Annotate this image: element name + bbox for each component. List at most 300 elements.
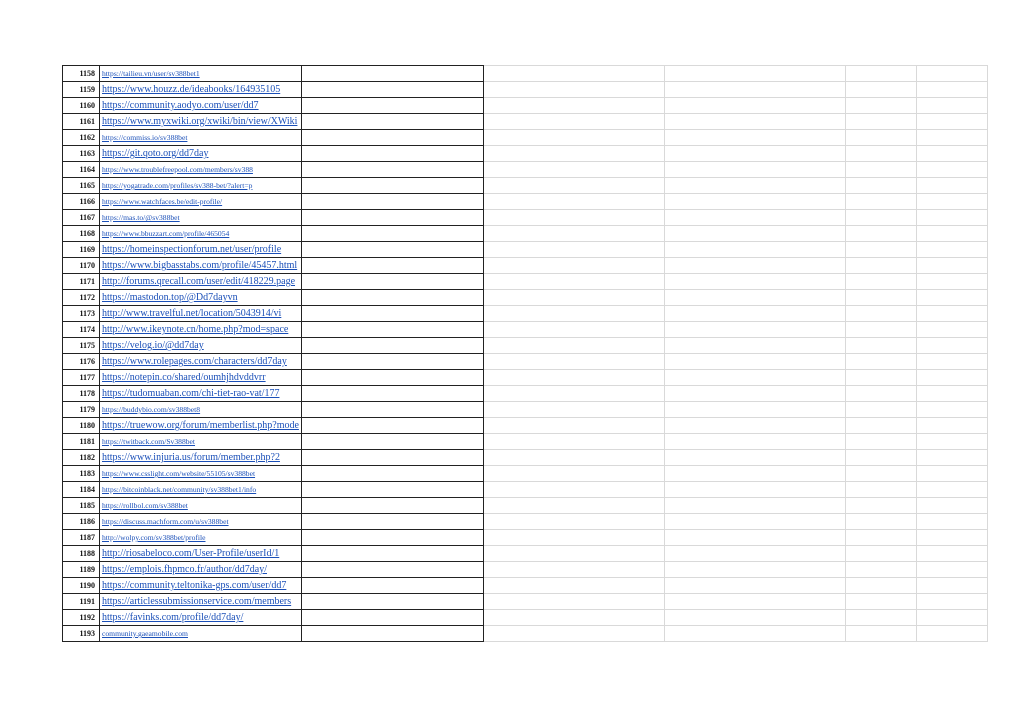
url-link[interactable]: https://articlessubmissionservice.com/members — [102, 596, 292, 607]
row-number: 1161 — [63, 114, 100, 130]
empty-cell[interactable] — [301, 274, 483, 290]
grid-cell[interactable] — [483, 306, 664, 322]
grid-cell[interactable] — [483, 482, 664, 498]
grid-cell[interactable] — [664, 114, 845, 130]
grid-cell[interactable] — [664, 226, 845, 242]
grid-cell[interactable] — [845, 466, 916, 482]
grid-cell[interactable] — [845, 162, 916, 178]
grid-cell[interactable] — [916, 370, 987, 386]
grid-cell[interactable] — [664, 242, 845, 258]
url-link[interactable]: https://www.troublefreepool.com/members/sv388 — [102, 165, 253, 174]
grid-cell[interactable] — [664, 578, 845, 594]
row-number: 1176 — [63, 354, 100, 370]
grid-cell[interactable] — [916, 498, 987, 514]
grid-cell[interactable] — [916, 146, 987, 162]
empty-cell[interactable] — [301, 450, 483, 466]
grid-cell[interactable] — [916, 626, 987, 642]
grid-cell[interactable] — [916, 226, 987, 242]
url-link[interactable]: https://mas.to/@sv388bet — [102, 213, 180, 222]
grid-cell[interactable] — [664, 498, 845, 514]
row-number: 1177 — [63, 370, 100, 386]
grid-cell[interactable] — [845, 194, 916, 210]
url-link[interactable]: community.gaeamobile.com — [102, 629, 188, 638]
grid-cell[interactable] — [483, 322, 664, 338]
row-number: 1172 — [63, 290, 100, 306]
empty-cell[interactable] — [301, 594, 483, 610]
url-cell — [100, 274, 302, 290]
empty-cell[interactable] — [301, 114, 483, 130]
empty-cell[interactable] — [301, 82, 483, 98]
url-link[interactable]: https://favinks.com/profile/dd7day/ — [102, 612, 244, 623]
grid-cell[interactable] — [664, 594, 845, 610]
table-row — [63, 626, 988, 642]
grid-cell[interactable] — [664, 194, 845, 210]
grid-cell[interactable] — [483, 530, 664, 546]
grid-cell[interactable] — [664, 434, 845, 450]
url-link[interactable]: https://twitback.com/Sv388bet — [102, 437, 196, 446]
grid-cell[interactable] — [664, 162, 845, 178]
table-row — [63, 418, 988, 434]
grid-cell[interactable] — [845, 386, 916, 402]
table-row — [63, 498, 988, 514]
url-link[interactable]: https://www.bigbasstabs.com/profile/45457.html — [102, 260, 298, 271]
grid-cell[interactable] — [845, 306, 916, 322]
grid-cell[interactable] — [916, 66, 987, 82]
spreadsheet-body — [63, 66, 988, 642]
grid-cell[interactable] — [916, 194, 987, 210]
grid-cell[interactable] — [664, 450, 845, 466]
url-link[interactable]: https://www.myxwiki.org/xwiki/bin/view/XWiki — [102, 116, 298, 127]
grid-cell[interactable] — [845, 562, 916, 578]
row-number: 1180 — [63, 418, 100, 434]
grid-cell[interactable] — [664, 386, 845, 402]
grid-cell[interactable] — [483, 594, 664, 610]
grid-cell[interactable] — [483, 354, 664, 370]
row-number: 1160 — [63, 98, 100, 114]
url-cell — [100, 290, 302, 306]
url-link[interactable]: https://community.aodyo.com/user/dd7 — [102, 100, 259, 111]
grid-cell[interactable] — [916, 338, 987, 354]
grid-cell[interactable] — [664, 546, 845, 562]
grid-cell[interactable] — [845, 594, 916, 610]
row-number: 1187 — [63, 530, 100, 546]
url-link[interactable]: https://www.watchfaces.be/edit-profile/ — [102, 197, 223, 206]
row-number: 1158 — [63, 66, 100, 82]
grid-cell[interactable] — [845, 418, 916, 434]
empty-cell[interactable] — [301, 210, 483, 226]
empty-cell[interactable] — [301, 530, 483, 546]
grid-cell[interactable] — [916, 98, 987, 114]
grid-cell[interactable] — [483, 226, 664, 242]
grid-cell[interactable] — [483, 626, 664, 642]
url-cell — [100, 98, 302, 114]
grid-cell[interactable] — [916, 274, 987, 290]
grid-cell[interactable] — [664, 402, 845, 418]
grid-cell[interactable] — [845, 498, 916, 514]
grid-cell[interactable] — [916, 258, 987, 274]
row-number: 1165 — [63, 178, 100, 194]
grid-cell[interactable] — [916, 562, 987, 578]
row-number: 1192 — [63, 610, 100, 626]
grid-cell[interactable] — [845, 210, 916, 226]
url-cell — [100, 482, 302, 498]
url-cell — [100, 114, 302, 130]
url-cell — [100, 434, 302, 450]
grid-cell[interactable] — [845, 450, 916, 466]
row-number: 1162 — [63, 130, 100, 146]
grid-cell[interactable] — [916, 162, 987, 178]
grid-cell[interactable] — [916, 450, 987, 466]
grid-cell[interactable] — [845, 82, 916, 98]
url-link[interactable]: https://yogatrade.com/profiles/sv388-bet/?alert=p — [102, 181, 253, 190]
url-link[interactable]: https://tailieu.vn/user/sv388bet1 — [102, 69, 200, 78]
url-cell — [100, 322, 302, 338]
grid-cell[interactable] — [483, 258, 664, 274]
empty-cell[interactable] — [301, 354, 483, 370]
grid-cell[interactable] — [845, 370, 916, 386]
row-number: 1183 — [63, 466, 100, 482]
grid-cell[interactable] — [483, 610, 664, 626]
row-number: 1171 — [63, 274, 100, 290]
grid-cell[interactable] — [916, 290, 987, 306]
grid-cell[interactable] — [664, 418, 845, 434]
grid-cell[interactable] — [916, 514, 987, 530]
url-link[interactable]: http://forums.qrecall.com/user/edit/418229.page — [102, 276, 296, 287]
grid-cell[interactable] — [845, 290, 916, 306]
grid-cell[interactable] — [664, 530, 845, 546]
url-cell — [100, 210, 302, 226]
table-row — [63, 402, 988, 418]
grid-cell[interactable] — [845, 578, 916, 594]
grid-cell[interactable] — [916, 610, 987, 626]
grid-cell[interactable] — [483, 466, 664, 482]
table-row — [63, 178, 988, 194]
grid-cell[interactable] — [664, 98, 845, 114]
grid-cell[interactable] — [845, 66, 916, 82]
grid-cell[interactable] — [916, 546, 987, 562]
grid-cell[interactable] — [664, 626, 845, 642]
empty-cell[interactable] — [301, 434, 483, 450]
empty-cell[interactable] — [301, 498, 483, 514]
grid-cell[interactable] — [845, 610, 916, 626]
table-row — [63, 434, 988, 450]
grid-cell[interactable] — [664, 322, 845, 338]
empty-cell[interactable] — [301, 466, 483, 482]
grid-cell[interactable] — [845, 530, 916, 546]
grid-cell[interactable] — [483, 418, 664, 434]
grid-cell[interactable] — [664, 178, 845, 194]
row-number: 1169 — [63, 242, 100, 258]
grid-cell[interactable] — [483, 82, 664, 98]
grid-cell[interactable] — [916, 354, 987, 370]
url-link[interactable]: https://www.injuria.us/forum/member.php?2 — [102, 452, 280, 463]
grid-cell[interactable] — [916, 578, 987, 594]
table-row — [63, 450, 988, 466]
table-row — [63, 370, 988, 386]
grid-cell[interactable] — [845, 434, 916, 450]
empty-cell[interactable] — [301, 194, 483, 210]
grid-cell[interactable] — [664, 130, 845, 146]
table-row — [63, 306, 988, 322]
grid-cell[interactable] — [845, 482, 916, 498]
empty-cell[interactable] — [301, 626, 483, 642]
grid-cell[interactable] — [483, 514, 664, 530]
url-cell — [100, 338, 302, 354]
grid-cell[interactable] — [483, 386, 664, 402]
grid-cell[interactable] — [845, 274, 916, 290]
empty-cell[interactable] — [301, 66, 483, 82]
table-row — [63, 386, 988, 402]
empty-cell[interactable] — [301, 514, 483, 530]
grid-cell[interactable] — [483, 290, 664, 306]
url-link[interactable]: https://git.qoto.org/dd7day — [102, 148, 209, 159]
grid-cell[interactable] — [483, 162, 664, 178]
url-link[interactable]: https://bitcoinblack.net/community/sv388bet1/info — [102, 485, 257, 494]
empty-cell[interactable] — [301, 386, 483, 402]
grid-cell[interactable] — [483, 450, 664, 466]
url-cell — [100, 626, 302, 642]
row-number: 1159 — [63, 82, 100, 98]
grid-cell[interactable] — [916, 402, 987, 418]
table-row — [63, 226, 988, 242]
grid-cell[interactable] — [664, 338, 845, 354]
empty-cell[interactable] — [301, 418, 483, 434]
grid-cell[interactable] — [916, 114, 987, 130]
grid-cell[interactable] — [916, 434, 987, 450]
empty-cell[interactable] — [301, 242, 483, 258]
grid-cell[interactable] — [916, 386, 987, 402]
url-link[interactable]: https://discuss.machform.com/u/sv388bet — [102, 517, 229, 526]
grid-cell[interactable] — [483, 578, 664, 594]
url-link[interactable]: https://notepin.co/shared/oumhjhdvddvrr — [102, 372, 266, 383]
url-link[interactable]: http://www.ikeynote.cn/home.php?mod=space — [102, 324, 289, 335]
url-cell — [100, 546, 302, 562]
spreadsheet-table — [62, 65, 988, 642]
grid-cell[interactable] — [845, 626, 916, 642]
empty-cell[interactable] — [301, 610, 483, 626]
url-cell — [100, 354, 302, 370]
table-row — [63, 338, 988, 354]
url-cell — [100, 306, 302, 322]
grid-cell[interactable] — [664, 370, 845, 386]
grid-cell[interactable] — [483, 562, 664, 578]
grid-cell[interactable] — [916, 418, 987, 434]
empty-cell[interactable] — [301, 322, 483, 338]
grid-cell[interactable] — [664, 514, 845, 530]
empty-cell[interactable] — [301, 482, 483, 498]
url-link[interactable]: https://www.houzz.de/ideabooks/164935105 — [102, 84, 281, 95]
grid-cell[interactable] — [845, 322, 916, 338]
grid-cell[interactable] — [664, 82, 845, 98]
grid-cell[interactable] — [664, 274, 845, 290]
grid-cell[interactable] — [845, 514, 916, 530]
url-link[interactable]: https://emplois.fhpmco.fr/author/dd7day/ — [102, 564, 267, 575]
grid-cell[interactable] — [845, 146, 916, 162]
empty-cell[interactable] — [301, 370, 483, 386]
grid-cell[interactable] — [483, 194, 664, 210]
grid-cell[interactable] — [483, 242, 664, 258]
grid-cell[interactable] — [664, 482, 845, 498]
row-number: 1179 — [63, 402, 100, 418]
row-number: 1189 — [63, 562, 100, 578]
table-row — [63, 162, 988, 178]
url-cell — [100, 386, 302, 402]
grid-cell[interactable] — [664, 146, 845, 162]
url-cell — [100, 82, 302, 98]
grid-cell[interactable] — [483, 178, 664, 194]
url-link[interactable]: http://wolpy.com/sv388bet/profile — [102, 533, 206, 542]
grid-cell[interactable] — [664, 66, 845, 82]
url-cell — [100, 530, 302, 546]
grid-cell[interactable] — [845, 114, 916, 130]
grid-cell[interactable] — [483, 546, 664, 562]
row-number: 1191 — [63, 594, 100, 610]
row-number: 1178 — [63, 386, 100, 402]
table-row — [63, 610, 988, 626]
grid-cell[interactable] — [916, 466, 987, 482]
row-number: 1190 — [63, 578, 100, 594]
grid-cell[interactable] — [916, 322, 987, 338]
grid-cell[interactable] — [483, 434, 664, 450]
table-row — [63, 322, 988, 338]
url-cell — [100, 194, 302, 210]
grid-cell[interactable] — [483, 338, 664, 354]
url-link[interactable]: http://riosabeloco.com/User-Profile/userId/1 — [102, 548, 280, 559]
grid-cell[interactable] — [845, 546, 916, 562]
url-link[interactable]: https://rollbol.com/sv388bet — [102, 501, 188, 510]
url-cell — [100, 402, 302, 418]
grid-cell[interactable] — [916, 210, 987, 226]
grid-cell[interactable] — [845, 130, 916, 146]
empty-cell[interactable] — [301, 290, 483, 306]
grid-cell[interactable] — [664, 610, 845, 626]
url-cell — [100, 66, 302, 82]
url-cell — [100, 594, 302, 610]
grid-cell[interactable] — [483, 498, 664, 514]
row-number: 1181 — [63, 434, 100, 450]
grid-cell[interactable] — [845, 242, 916, 258]
grid-cell[interactable] — [483, 130, 664, 146]
table-row — [63, 290, 988, 306]
grid-cell[interactable] — [664, 210, 845, 226]
grid-cell[interactable] — [483, 98, 664, 114]
table-row — [63, 594, 988, 610]
url-link[interactable]: https://truewow.org/forum/memberlist.php?mode — [102, 420, 299, 431]
grid-cell[interactable] — [483, 402, 664, 418]
empty-cell[interactable] — [301, 338, 483, 354]
url-link[interactable]: https://commiss.io/sv388bet — [102, 133, 188, 142]
url-link[interactable]: https://www.bbuzzart.com/profile/465054 — [102, 229, 230, 238]
grid-cell[interactable] — [916, 530, 987, 546]
grid-cell[interactable] — [845, 354, 916, 370]
grid-cell[interactable] — [845, 226, 916, 242]
table-row — [63, 82, 988, 98]
grid-cell[interactable] — [916, 82, 987, 98]
url-link[interactable]: https://mastodon.top/@Dd7dayvn — [102, 292, 238, 303]
grid-cell[interactable] — [483, 114, 664, 130]
grid-cell[interactable] — [664, 354, 845, 370]
url-cell — [100, 578, 302, 594]
row-number: 1193 — [63, 626, 100, 642]
empty-cell[interactable] — [301, 130, 483, 146]
grid-cell[interactable] — [664, 290, 845, 306]
table-row — [63, 114, 988, 130]
url-link[interactable]: https://tudomuaban.com/chi-tiet-rao-vat/177 — [102, 388, 280, 399]
url-link[interactable]: https://velog.io/@dd7day — [102, 340, 204, 351]
grid-cell[interactable] — [845, 402, 916, 418]
empty-cell[interactable] — [301, 226, 483, 242]
grid-cell[interactable] — [483, 210, 664, 226]
url-cell — [100, 258, 302, 274]
empty-cell[interactable] — [301, 178, 483, 194]
url-cell — [100, 562, 302, 578]
table-row — [63, 562, 988, 578]
row-number: 1167 — [63, 210, 100, 226]
empty-cell[interactable] — [301, 162, 483, 178]
url-link[interactable]: https://buddybio.com/sv388bet8 — [102, 405, 201, 414]
grid-cell[interactable] — [664, 258, 845, 274]
grid-cell[interactable] — [916, 482, 987, 498]
grid-cell[interactable] — [916, 130, 987, 146]
url-link[interactable]: https://www.rolepages.com/characters/dd7day — [102, 356, 287, 367]
table-row — [63, 466, 988, 482]
url-link[interactable]: https://homeinspectionforum.net/user/profile — [102, 244, 282, 255]
grid-cell[interactable] — [483, 274, 664, 290]
empty-cell[interactable] — [301, 258, 483, 274]
table-row — [63, 242, 988, 258]
grid-cell[interactable] — [483, 370, 664, 386]
grid-cell[interactable] — [664, 562, 845, 578]
url-cell — [100, 466, 302, 482]
empty-cell[interactable] — [301, 306, 483, 322]
empty-cell[interactable] — [301, 546, 483, 562]
empty-cell[interactable] — [301, 402, 483, 418]
grid-cell[interactable] — [483, 146, 664, 162]
table-row — [63, 146, 988, 162]
url-link[interactable]: http://www.travelful.net/location/5043914/vi — [102, 308, 282, 319]
row-number: 1184 — [63, 482, 100, 498]
url-cell — [100, 370, 302, 386]
empty-cell[interactable] — [301, 578, 483, 594]
grid-cell[interactable] — [664, 306, 845, 322]
grid-cell[interactable] — [916, 242, 987, 258]
grid-cell[interactable] — [483, 66, 664, 82]
grid-cell[interactable] — [916, 594, 987, 610]
row-number: 1182 — [63, 450, 100, 466]
empty-cell[interactable] — [301, 98, 483, 114]
url-cell — [100, 162, 302, 178]
grid-cell[interactable] — [845, 338, 916, 354]
row-number: 1166 — [63, 194, 100, 210]
table-row — [63, 194, 988, 210]
url-cell — [100, 610, 302, 626]
table-row — [63, 210, 988, 226]
grid-cell[interactable] — [916, 306, 987, 322]
grid-cell[interactable] — [916, 178, 987, 194]
grid-cell[interactable] — [664, 466, 845, 482]
grid-cell[interactable] — [845, 258, 916, 274]
empty-cell[interactable] — [301, 562, 483, 578]
url-cell — [100, 146, 302, 162]
table-row — [63, 66, 988, 82]
url-link[interactable]: https://www.csslight.com/website/55105/sv388bet — [102, 469, 256, 478]
grid-cell[interactable] — [845, 178, 916, 194]
url-link[interactable]: https://community.teltonika-gps.com/user/dd7 — [102, 580, 287, 591]
grid-cell[interactable] — [845, 98, 916, 114]
empty-cell[interactable] — [301, 146, 483, 162]
row-number: 1164 — [63, 162, 100, 178]
table-row — [63, 578, 988, 594]
